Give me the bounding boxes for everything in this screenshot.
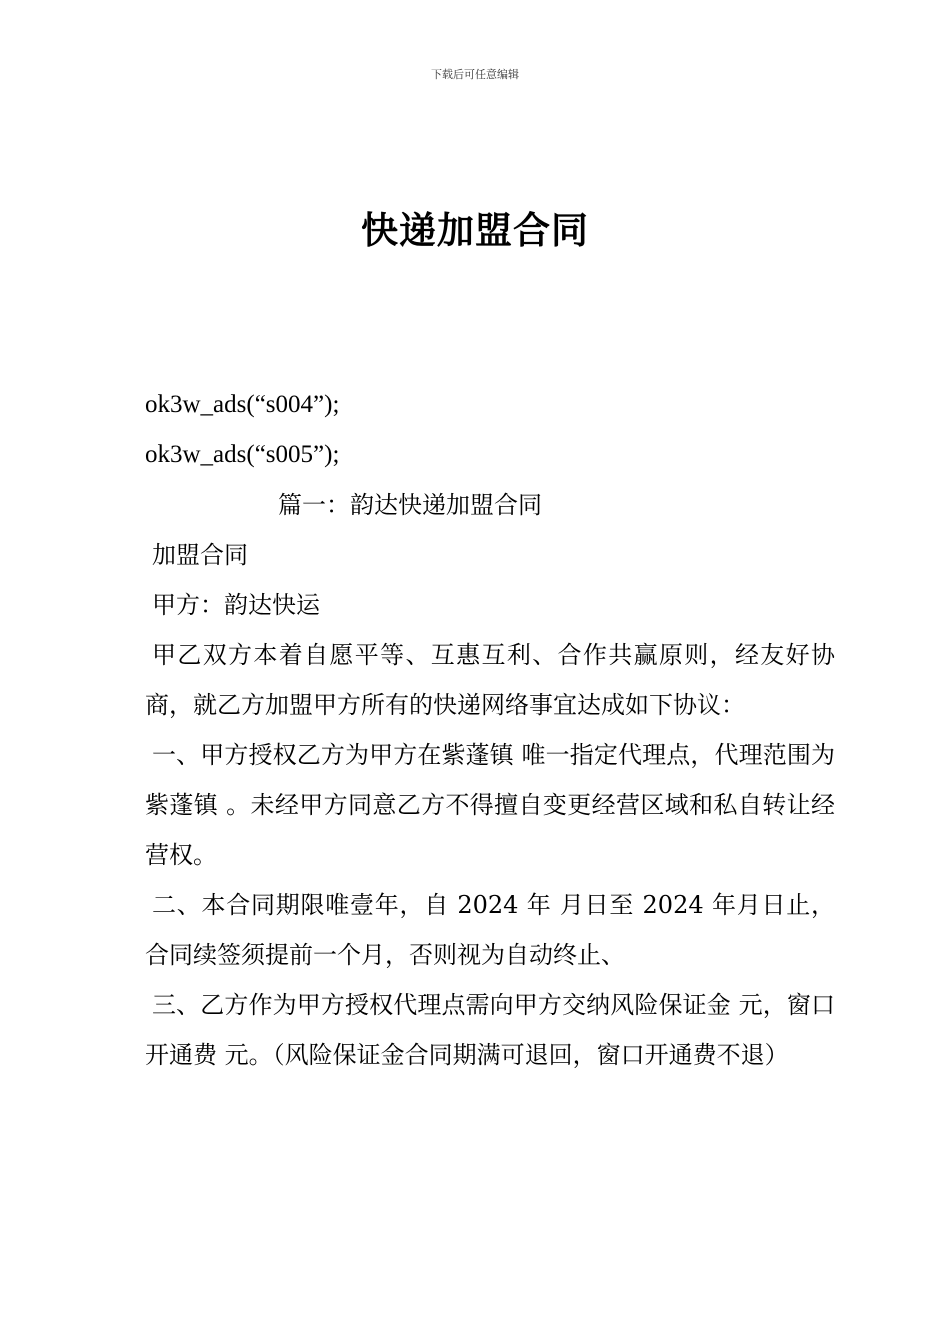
clause-2-paragraph: 二、本合同期限唯壹年，自 2024 年 月日至 2024 年月日止，合同续签须提前一个月，否则视为自动终止、 [145,891,835,969]
section-heading: 篇一：韵达快递加盟合同 [278,491,542,519]
party-a-line: 甲方：韵达快运 [152,591,320,619]
contract-label: 加盟合同 [152,541,248,569]
document-title: 快递加盟合同 [361,209,589,252]
document-body [145,380,835,1080]
clause-3-paragraph: 三、乙方作为甲方授权代理点需向甲方交纳风险保证金 元，窗口开通费 元。（风险保证金合同期满可退回，窗口开通费不退） [145,991,835,1069]
clause-1-paragraph: 一、甲方授权乙方为甲方在紫蓬镇 唯一指定代理点，代理范围为紫蓬镇 。未经甲方同意乙方不得擅自变更经营区域和私自转让经营权。 [145,741,835,869]
header-note: 下载后可任意编辑 [431,68,519,81]
intro-paragraph: 甲乙双方本着自愿平等、互惠互利、合作共赢原则，经友好协商，就乙方加盟甲方所有的快递网络事宜达成如下协议： [145,641,835,719]
code-line: ok3w_ads(“s005”); [145,441,340,468]
code-line: ok3w_ads(“s004”); [145,391,340,418]
